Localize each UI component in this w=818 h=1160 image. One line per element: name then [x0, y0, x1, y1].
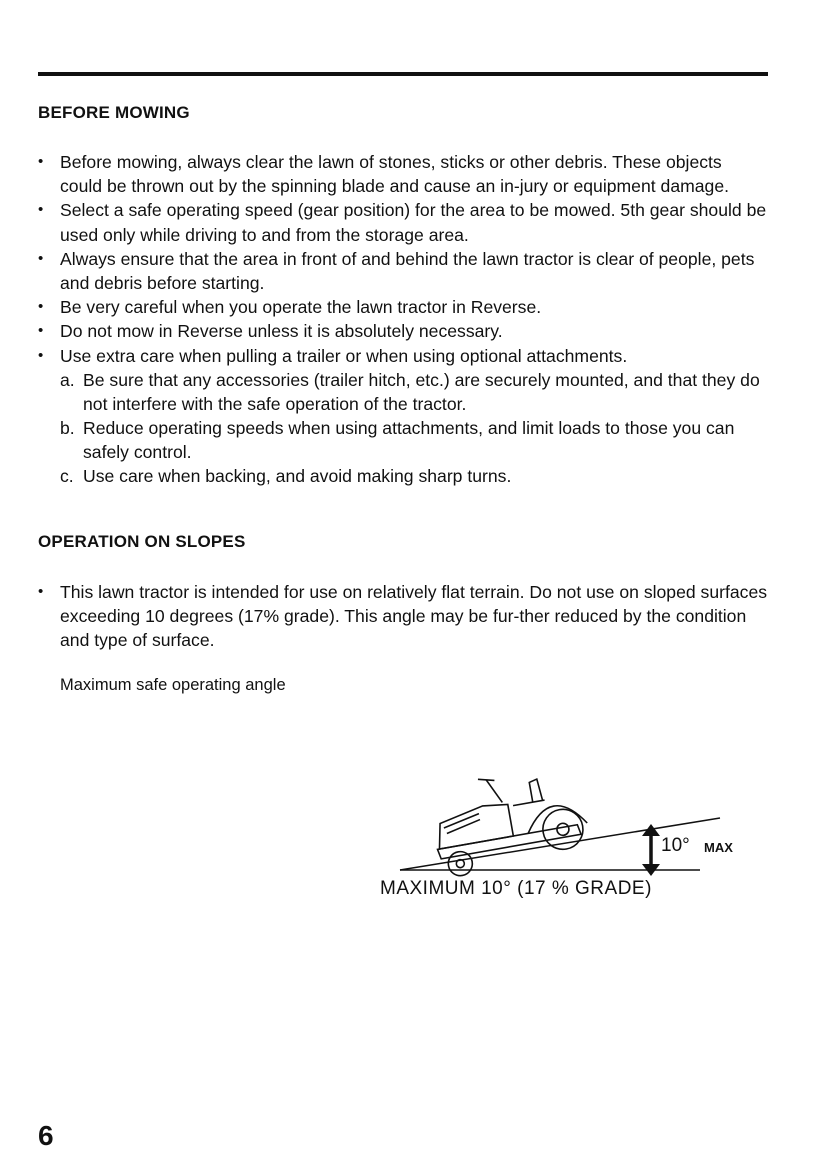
bullet-icon: •: [38, 201, 44, 219]
angle-value: 10°: [661, 835, 690, 856]
list-item: • Be very careful when you operate the lawn tractor in Reverse.: [38, 295, 768, 319]
bullet-icon: •: [38, 322, 44, 340]
bullet-icon: •: [38, 346, 44, 364]
bullet-icon: •: [38, 583, 44, 600]
sub-item-a: a. Be sure that any accessories (trailer hitch, etc.) are securely mounted, and that they do not interfere with the safe operation of the tractor.: [60, 369, 760, 414]
list-item: • This lawn tractor is intended for use on relatively flat terrain. Do not use on sloped surfaces exceeding 10 degrees (17% grade). This angle may be fur-ther reduced by the condition and type of surface.: [38, 582, 768, 651]
figure-caption: Maximum safe operating angle: [60, 676, 286, 694]
list-item: • Use extra care when pulling a trailer or when using optional attachments.: [38, 344, 768, 368]
top-rule: [38, 72, 768, 76]
list-item: • Before mowing, always clear the lawn of stones, sticks or other debris. These objects could be thrown out by the spinning blade and cause an in-jury or equipment damage.: [38, 152, 730, 197]
bullet-icon: •: [38, 153, 44, 170]
list-item: • Do not mow in Reverse unless it is absolutely necessary.: [38, 319, 768, 343]
section-heading-operation-on-slopes: OPERATION ON SLOPES: [38, 532, 246, 551]
list-item: • Always ensure that the area in front of and behind the lawn tractor is clear of people, pets and debris before starting.: [38, 248, 755, 294]
before-mowing-list: [38, 150, 768, 488]
bullet-icon: •: [38, 249, 44, 267]
page-number: 6: [38, 1120, 54, 1151]
list-item: • Select a safe operating speed (gear position) for the area to be mowed. 5th gear should be used only while driving to and from the storage area.: [38, 200, 767, 245]
sub-item-c: c. Use care when backing, and avoid making sharp turns.: [60, 465, 512, 486]
bullet-icon: •: [38, 298, 44, 316]
section-heading-before-mowing: BEFORE MOWING: [38, 103, 190, 122]
angle-max-label: MAX: [704, 840, 733, 855]
figure-label: MAXIMUM 10° (17 % GRADE): [380, 878, 652, 899]
sub-item-b: b. Reduce operating speeds when using attachments, and limit loads to those you can safely control.: [60, 417, 735, 462]
slopes-list: [38, 580, 768, 653]
angle-arrow-icon: [642, 824, 660, 876]
